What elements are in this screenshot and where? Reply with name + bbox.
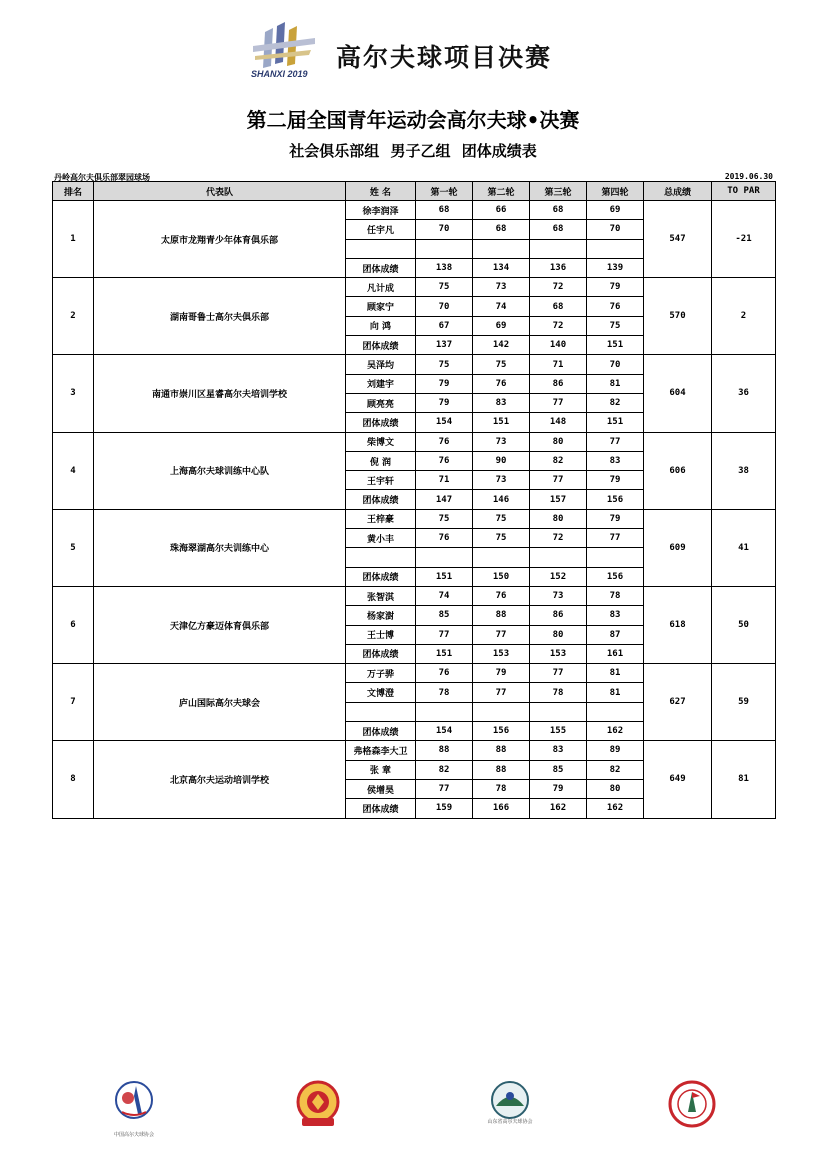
- round-3-score: 71: [530, 355, 587, 374]
- header-row: [53, 182, 776, 201]
- col-round-1: 第一轮: [416, 182, 473, 201]
- col-to-par: TO PAR: [712, 182, 776, 201]
- to-par-cell: 41: [712, 509, 776, 586]
- round-1-score: 76: [416, 664, 473, 683]
- to-par-cell: 59: [712, 664, 776, 741]
- date-label: 2019.06.30: [724, 172, 773, 181]
- round-badge-logo-icon: [666, 1078, 718, 1130]
- round-2-score: 73: [473, 471, 530, 490]
- rank-cell: 2: [53, 278, 94, 355]
- total-score-cell: 609: [644, 509, 712, 586]
- round-1-score: [416, 702, 473, 721]
- player-name-cell: [346, 548, 416, 567]
- total-score-cell: 627: [644, 664, 712, 741]
- total-score-cell: 547: [644, 201, 712, 278]
- round-3-score: 80: [530, 432, 587, 451]
- round-4-score: [587, 702, 644, 721]
- round-2-score: 156: [473, 722, 530, 741]
- event-title: 高尔夫球项目决赛: [336, 43, 553, 72]
- round-4-score: 69: [587, 201, 644, 220]
- round-3-score: 157: [530, 490, 587, 509]
- round-2-score: 68: [473, 220, 530, 239]
- round-3-score: 155: [530, 722, 587, 741]
- round-4-score: 75: [587, 316, 644, 335]
- round-4-score: 151: [587, 336, 644, 355]
- player-name-cell: 张 章: [346, 760, 416, 779]
- round-1-score: [416, 548, 473, 567]
- player-row: [53, 509, 776, 528]
- player-row: [53, 201, 776, 220]
- round-4-score: 161: [587, 644, 644, 663]
- round-1-score: 76: [416, 451, 473, 470]
- round-1-score: 85: [416, 606, 473, 625]
- round-2-score: 88: [473, 606, 530, 625]
- team-name-cell: 天津亿方豪迈体育俱乐部: [94, 586, 346, 663]
- col-round-3: 第三轮: [530, 182, 587, 201]
- round-2-score: 76: [473, 586, 530, 605]
- player-name-cell: 王宇轩: [346, 471, 416, 490]
- round-2-score: 88: [473, 741, 530, 760]
- round-2-score: 73: [473, 278, 530, 297]
- round-3-score: [530, 239, 587, 258]
- player-row: [53, 664, 776, 683]
- round-4-score: 76: [587, 297, 644, 316]
- round-3-score: 140: [530, 336, 587, 355]
- round-2-score: 166: [473, 799, 530, 818]
- round-2-score: 134: [473, 258, 530, 277]
- round-4-score: 77: [587, 432, 644, 451]
- round-3-score: 68: [530, 220, 587, 239]
- player-name-cell: 王梓豪: [346, 509, 416, 528]
- round-3-score: 162: [530, 799, 587, 818]
- round-1-score: 70: [416, 297, 473, 316]
- round-1-score: 68: [416, 201, 473, 220]
- team-score-label: 团体成绩: [346, 258, 416, 277]
- emblem-logo-icon: [292, 1078, 344, 1130]
- round-2-score: 79: [473, 664, 530, 683]
- team-name-cell: 太原市龙翔青少年体育俱乐部: [94, 201, 346, 278]
- round-3-score: 152: [530, 567, 587, 586]
- rank-cell: 1: [53, 201, 94, 278]
- round-3-score: 72: [530, 316, 587, 335]
- team-score-label: 团体成绩: [346, 336, 416, 355]
- round-1-score: 75: [416, 355, 473, 374]
- round-1-score: 79: [416, 374, 473, 393]
- player-name-cell: 向 鸿: [346, 316, 416, 335]
- round-4-score: 151: [587, 413, 644, 432]
- team-score-label: 团体成绩: [346, 567, 416, 586]
- total-score-cell: 570: [644, 278, 712, 355]
- round-3-score: 153: [530, 644, 587, 663]
- round-1-score: 151: [416, 644, 473, 663]
- total-score-cell: 606: [644, 432, 712, 509]
- round-2-score: [473, 548, 530, 567]
- round-3-score: 136: [530, 258, 587, 277]
- player-row: [53, 741, 776, 760]
- round-4-score: 79: [587, 278, 644, 297]
- team-name-cell: 湖南哥鲁士高尔夫俱乐部: [94, 278, 346, 355]
- round-4-score: 162: [587, 799, 644, 818]
- round-3-score: 77: [530, 664, 587, 683]
- player-name-cell: 弗格森李大卫: [346, 741, 416, 760]
- round-2-score: 74: [473, 297, 530, 316]
- round-3-score: 68: [530, 201, 587, 220]
- col-name: 姓 名: [346, 182, 416, 201]
- rank-cell: 6: [53, 586, 94, 663]
- page-title: 第二届全国青年运动会高尔夫球•决赛: [246, 108, 580, 132]
- round-2-score: 78: [473, 779, 530, 798]
- round-3-score: 68: [530, 297, 587, 316]
- team-score-label: 团体成绩: [346, 644, 416, 663]
- round-3-score: 85: [530, 760, 587, 779]
- round-2-score: 77: [473, 625, 530, 644]
- player-name-cell: 柴博文: [346, 432, 416, 451]
- round-3-score: 78: [530, 683, 587, 702]
- to-par-cell: -21: [712, 201, 776, 278]
- round-2-score: 142: [473, 336, 530, 355]
- round-3-score: 80: [530, 509, 587, 528]
- round-2-score: 88: [473, 760, 530, 779]
- round-4-score: 78: [587, 586, 644, 605]
- rank-cell: 3: [53, 355, 94, 432]
- team-score-label: 团体成绩: [346, 799, 416, 818]
- round-2-score: 90: [473, 451, 530, 470]
- round-4-score: 77: [587, 529, 644, 548]
- round-3-score: 86: [530, 606, 587, 625]
- round-1-score: 147: [416, 490, 473, 509]
- player-name-cell: [346, 239, 416, 258]
- round-2-score: 77: [473, 683, 530, 702]
- player-name-cell: 刘建宇: [346, 374, 416, 393]
- round-1-score: 79: [416, 393, 473, 412]
- player-name-cell: [346, 702, 416, 721]
- round-3-score: 82: [530, 451, 587, 470]
- to-par-cell: 81: [712, 741, 776, 818]
- round-1-score: 77: [416, 779, 473, 798]
- player-name-cell: 杨家澍: [346, 606, 416, 625]
- round-2-score: 151: [473, 413, 530, 432]
- team-name-cell: 上海高尔夫球训练中心队: [94, 432, 346, 509]
- player-name-cell: 张智淇: [346, 586, 416, 605]
- round-4-score: 162: [587, 722, 644, 741]
- round-4-score: 87: [587, 625, 644, 644]
- round-2-score: 73: [473, 432, 530, 451]
- round-3-score: 73: [530, 586, 587, 605]
- round-4-score: 82: [587, 760, 644, 779]
- round-4-score: 70: [587, 220, 644, 239]
- round-3-score: 77: [530, 393, 587, 412]
- page-subtitle: 社会俱乐部组 男子乙组 团体成绩表: [289, 142, 537, 160]
- total-score-cell: 604: [644, 355, 712, 432]
- round-1-score: 75: [416, 509, 473, 528]
- player-name-cell: 顾亮亮: [346, 393, 416, 412]
- player-name-cell: 倪 润: [346, 451, 416, 470]
- rank-cell: 8: [53, 741, 94, 818]
- round-1-score: 154: [416, 413, 473, 432]
- round-1-score: 71: [416, 471, 473, 490]
- player-row: [53, 355, 776, 374]
- round-3-score: 83: [530, 741, 587, 760]
- player-name-cell: 徐李润泽: [346, 201, 416, 220]
- rank-cell: 4: [53, 432, 94, 509]
- team-score-label: 团体成绩: [346, 490, 416, 509]
- round-4-score: 89: [587, 741, 644, 760]
- player-name-cell: 侯增昊: [346, 779, 416, 798]
- player-name-cell: 任宇凡: [346, 220, 416, 239]
- col-total: 总成绩: [644, 182, 712, 201]
- round-4-score: 81: [587, 374, 644, 393]
- round-2-score: 153: [473, 644, 530, 663]
- round-4-score: 83: [587, 451, 644, 470]
- round-2-score: 76: [473, 374, 530, 393]
- player-name-cell: 王士博: [346, 625, 416, 644]
- team-score-label: 团体成绩: [346, 413, 416, 432]
- round-3-score: [530, 548, 587, 567]
- player-row: [53, 432, 776, 451]
- round-4-score: 82: [587, 393, 644, 412]
- round-2-score: 75: [473, 529, 530, 548]
- team-score-label: 团体成绩: [346, 722, 416, 741]
- round-4-score: 81: [587, 664, 644, 683]
- rank-cell: 5: [53, 509, 94, 586]
- round-1-score: 154: [416, 722, 473, 741]
- player-name-cell: 吴泽均: [346, 355, 416, 374]
- sd-caption: 山东省高尔夫球协会: [487, 1119, 533, 1125]
- player-name-cell: 万子骅: [346, 664, 416, 683]
- round-2-score: 146: [473, 490, 530, 509]
- round-3-score: 86: [530, 374, 587, 393]
- player-row: [53, 278, 776, 297]
- round-1-score: 74: [416, 586, 473, 605]
- round-1-score: 76: [416, 529, 473, 548]
- player-name-cell: 黄小丰: [346, 529, 416, 548]
- round-3-score: [530, 702, 587, 721]
- col-round-2: 第二轮: [473, 182, 530, 201]
- rank-cell: 7: [53, 664, 94, 741]
- round-3-score: 148: [530, 413, 587, 432]
- round-1-score: [416, 239, 473, 258]
- round-1-score: 76: [416, 432, 473, 451]
- round-1-score: 88: [416, 741, 473, 760]
- round-1-score: 70: [416, 220, 473, 239]
- round-4-score: 156: [587, 567, 644, 586]
- round-3-score: 77: [530, 471, 587, 490]
- round-1-score: 159: [416, 799, 473, 818]
- round-4-score: 139: [587, 258, 644, 277]
- round-4-score: 81: [587, 683, 644, 702]
- round-2-score: 75: [473, 355, 530, 374]
- round-1-score: 67: [416, 316, 473, 335]
- player-name-cell: 文博澄: [346, 683, 416, 702]
- round-4-score: [587, 239, 644, 258]
- player-name-cell: 顾家宁: [346, 297, 416, 316]
- col-rank: 排名: [53, 182, 94, 201]
- to-par-cell: 50: [712, 586, 776, 663]
- round-2-score: 75: [473, 509, 530, 528]
- total-score-cell: 618: [644, 586, 712, 663]
- round-2-score: 150: [473, 567, 530, 586]
- venue-label: 丹岭高尔夫俱乐部翠园球场: [54, 173, 150, 182]
- round-3-score: 72: [530, 529, 587, 548]
- round-1-score: 138: [416, 258, 473, 277]
- round-4-score: 156: [587, 490, 644, 509]
- round-4-score: [587, 548, 644, 567]
- results-table: [52, 181, 776, 819]
- col-round-4: 第四轮: [587, 182, 644, 201]
- team-name-cell: 南通市崇川区星睿高尔夫培训学校: [94, 355, 346, 432]
- col-team: 代表队: [94, 182, 346, 201]
- team-name-cell: 庐山国际高尔夫球会: [94, 664, 346, 741]
- round-4-score: 80: [587, 779, 644, 798]
- team-name-cell: 珠海翠湖高尔夫训练中心: [94, 509, 346, 586]
- round-4-score: 79: [587, 471, 644, 490]
- games-logo-icon: [245, 22, 325, 84]
- round-4-score: 83: [587, 606, 644, 625]
- round-1-score: 151: [416, 567, 473, 586]
- round-4-score: 70: [587, 355, 644, 374]
- to-par-cell: 2: [712, 278, 776, 355]
- round-1-score: 75: [416, 278, 473, 297]
- cga-caption: 中国高尔夫球协会: [113, 1132, 154, 1138]
- games-logo-text: SHANXI 2019: [251, 69, 308, 79]
- round-2-score: [473, 239, 530, 258]
- round-2-score: 83: [473, 393, 530, 412]
- round-3-score: 80: [530, 625, 587, 644]
- round-1-score: 77: [416, 625, 473, 644]
- total-score-cell: 649: [644, 741, 712, 818]
- player-name-cell: 凡计成: [346, 278, 416, 297]
- player-row: [53, 586, 776, 605]
- round-2-score: 66: [473, 201, 530, 220]
- round-4-score: 79: [587, 509, 644, 528]
- to-par-cell: 36: [712, 355, 776, 432]
- round-1-score: 82: [416, 760, 473, 779]
- round-3-score: 72: [530, 278, 587, 297]
- round-3-score: 79: [530, 779, 587, 798]
- round-1-score: 78: [416, 683, 473, 702]
- round-2-score: 69: [473, 316, 530, 335]
- china-golf-association-logo-icon: [108, 1078, 160, 1130]
- team-name-cell: 北京高尔夫运动培训学校: [94, 741, 346, 818]
- round-1-score: 137: [416, 336, 473, 355]
- to-par-cell: 38: [712, 432, 776, 509]
- round-2-score: [473, 702, 530, 721]
